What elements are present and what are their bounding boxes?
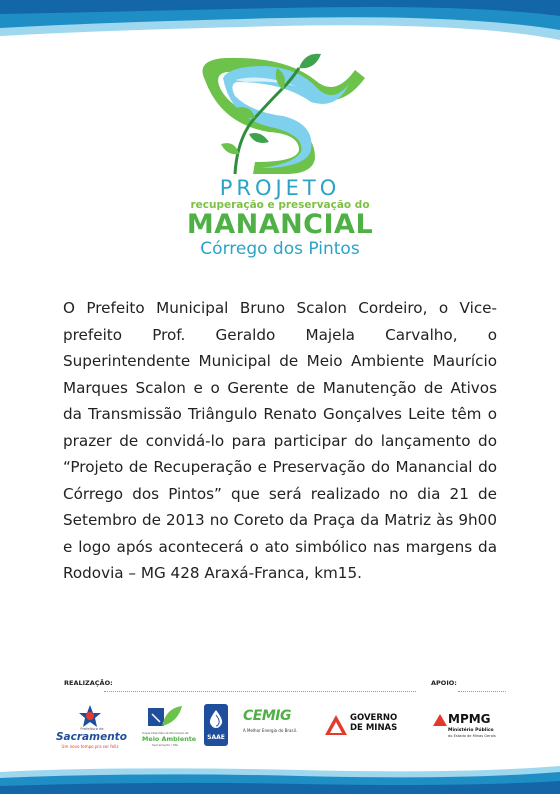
mpmg-line2: do Estado de Minas Gerais [448,734,496,738]
sacramento-name: Sacramento [56,731,127,743]
triangle-flag-icon [324,714,348,736]
water-drop-icon [208,709,224,729]
cemig-name: CEMIG [243,708,291,724]
sacramento-small-text: Prefeitura de [80,727,104,731]
mpmg-logo [430,712,508,746]
sacramento-logo [56,700,127,752]
saae-logo [204,704,228,746]
sacramento-slogan: Um novo tempo pra ser feliz [61,744,119,749]
realizacao-divider [104,691,416,692]
cemig-logo [243,708,313,748]
meio-ambiente-city: Sacramento / MG [152,743,178,747]
logo-manancial: MANANCIAL [186,209,374,240]
governo-line2: DE MINAS [350,723,398,733]
mpmg-line1: Ministério Público [448,728,494,733]
governo-minas-logo [322,712,402,738]
saae-name: SAAE [207,734,225,741]
logo-projeto: PROJETO [219,176,341,200]
apoio-divider [458,691,506,692]
invitation-body [63,295,497,587]
mpmg-emblem-icon [432,713,448,727]
mpmg-name: MPMG [448,712,491,726]
project-logo-text [150,177,410,259]
cemig-slogan: A Melhor Energia do Brasil. [243,728,298,733]
apoio-label: APOIO: [431,679,457,687]
footer-labels [0,678,560,692]
meio-ambiente-name: Meio Ambiente [142,735,197,743]
meio-ambiente-logo [142,700,197,750]
river-leaves-emblem [165,50,395,184]
logo-corrego: Córrego dos Pintos [200,239,360,259]
project-logo [150,50,410,265]
sponsor-logos [0,700,560,760]
logo-recuperacao: recuperação e preservação do [190,199,370,211]
governo-line1: GOVERNO [350,713,398,723]
realizacao-label: REALIZAÇÃO: [64,679,113,687]
meio-ambiente-small-text: Superintendência Municipal de [142,731,189,735]
invitation-paragraph: O Prefeito Municipal Bruno Scalon Cordeiro, o Vice-prefeito Prof. Geraldo Majela Carvalho, o Superintendente Municipal de Meio Ambiente Maurício Marques Scalon e o Gerente de Manutenção de Ativos da Transmissão Triângulo Renato Gonçalves Leite têm o prazer de convidá-lo para participar do lançamento do “Projeto de Recuperação e Preservação do Manancial do Córrego dos Pintos” que será realizado no dia 21 de Setembro de 2013 no Coreto da Praça da Matriz às 9h00 e logo após acontecerá o ato simbólico nas margens da Rodovia – MG 428 Araxá-Franca, km15. [63,299,497,582]
top-frame-band [0,0,560,50]
leaf-emblem-icon [146,704,184,730]
bottom-frame-band [0,764,560,794]
